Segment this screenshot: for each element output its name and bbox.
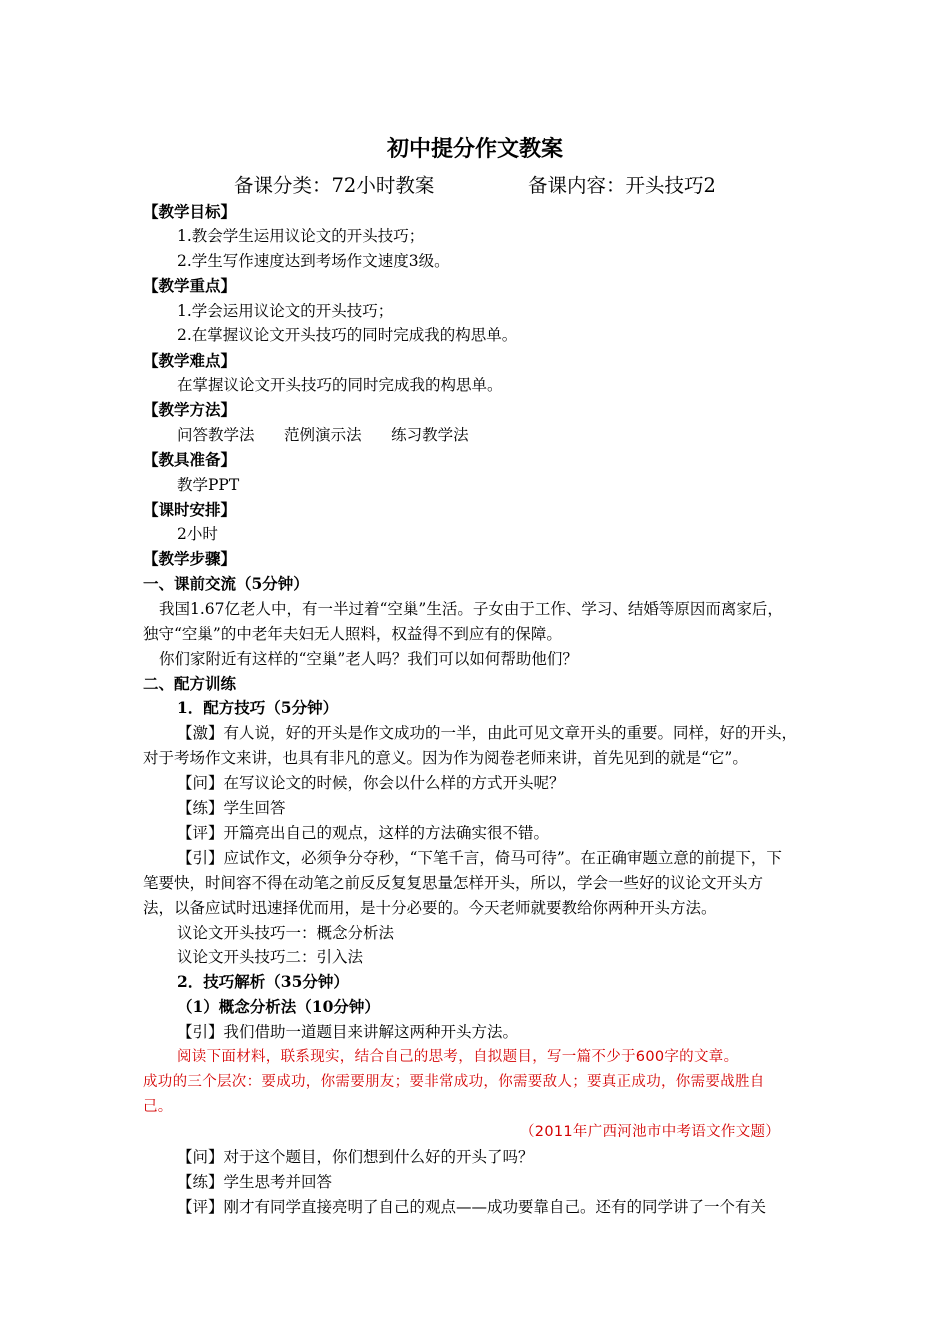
schedule-item: 2小时 [177,525,218,543]
lian-line: 【练】学生回答 [177,799,286,817]
part1-heading: 一、课前交流（5分钟） [143,574,309,593]
focus-item-1: 1.学会运用议论文的开头技巧； [177,302,394,320]
focus-item-2: 2.在掌握议论文开头技巧的同时完成我的构思单。 [177,326,518,344]
goal-item-1: 1.教会学生运用议论文的开头技巧； [177,227,425,245]
ping2-line: 【评】刚才有同学直接亮明了自己的观点——成功要靠自己。还有的同学讲了一个有关 [177,1198,767,1216]
ji-line-2: 对于考场作文来讲，也具有非凡的意义。因为作为阅卷老师来讲，首先见到的就是“它”。 [143,749,748,767]
ping-line: 【评】开篇亮出自己的观点，这样的方法确实很不错。 [177,824,550,842]
methods-heading: 【教学方法】 [143,400,237,419]
part2-subheading-2-1: （1）概念分析法（10分钟） [177,997,380,1016]
yin2-line: 【引】我们借助一道题目来讲解这两种开头方法。 [177,1023,519,1041]
yin-line-3: 法，以备应试时迅速择优而用，是十分必要的。今天老师就要教给你两种开头方法。 [143,899,717,917]
prompt-line-3: 己。 [143,1099,173,1115]
wen2-line: 【问】对于这个题目，你们想到什么好的开头了吗？ [177,1148,534,1166]
methods-item: 问答教学法 范例演示法 练习教学法 [177,426,469,444]
technique-1: 议论文开头技巧一：概念分析法 [177,924,395,942]
ji-line-1: 【激】有人说，好的开头是作文成功的一半，由此可见文章开头的重要。同样，好的开头， [177,724,798,742]
tools-heading: 【教具准备】 [143,450,237,469]
part1-paragraph-2: 你们家附近有这样的“空巢”老人吗？我们可以如何帮助他们？ [159,650,578,668]
yin-line-1: 【引】应试作文，必须争分夺秒，“下笔千言，倚马可待”。在正确审题立意的前提下，下 [177,849,782,867]
difficulty-heading: 【教学难点】 [143,351,237,370]
category-label: 备课分类：72小时教案 [234,174,435,197]
prompt-line-2: 成功的三个层次：要成功，你需要朋友；要非常成功，你需要敌人；要真正成功，你需要战胜自 [143,1074,765,1090]
page-title: 初中提分作文教案 [386,136,563,162]
part2-subheading-2: 2．技巧解析（35分钟） [177,972,349,991]
schedule-heading: 【课时安排】 [143,500,237,519]
difficulty-item: 在掌握议论文开头技巧的同时完成我的构思单。 [177,376,503,394]
tools-item: 教学PPT [177,476,240,494]
part2-subheading-1: 1．配方技巧（5分钟） [177,698,339,717]
part1-paragraph-1-line-1: 我国1.67亿老人中，有一半过着“空巢”生活。子女由于工作、学习、结婚等原因而离家后， [159,600,783,618]
part1-paragraph-1-line-2: 独守“空巢”的中老年夫妇无人照料，权益得不到应有的保障。 [143,625,562,643]
content-label: 备课内容：开头技巧2 [528,174,716,197]
focus-heading: 【教学重点】 [143,276,237,295]
goal-item-2: 2.学生写作速度达到考场作文速度3级。 [177,252,450,270]
lian2-line: 【练】学生思考并回答 [177,1173,333,1191]
yin-line-2: 笔要快，时间容不得在动笔之前反反复复思量怎样开头，所以，学会一些好的议论文开头方 [143,874,764,892]
steps-heading: 【教学步骤】 [143,549,237,568]
prompt-source: （2011年广西河池市中考语文作文题） [520,1124,781,1140]
goals-heading: 【教学目标】 [143,202,237,221]
prompt-line-1: 阅读下面材料，联系现实，结合自己的思考，自拟题目，写一篇不少于600字的文章。 [177,1049,739,1065]
technique-2: 议论文开头技巧二：引入法 [177,948,364,966]
wen-line: 【问】在写议论文的时候，你会以什么样的方式开头呢？ [177,774,565,792]
part2-heading: 二、配方训练 [143,674,237,693]
